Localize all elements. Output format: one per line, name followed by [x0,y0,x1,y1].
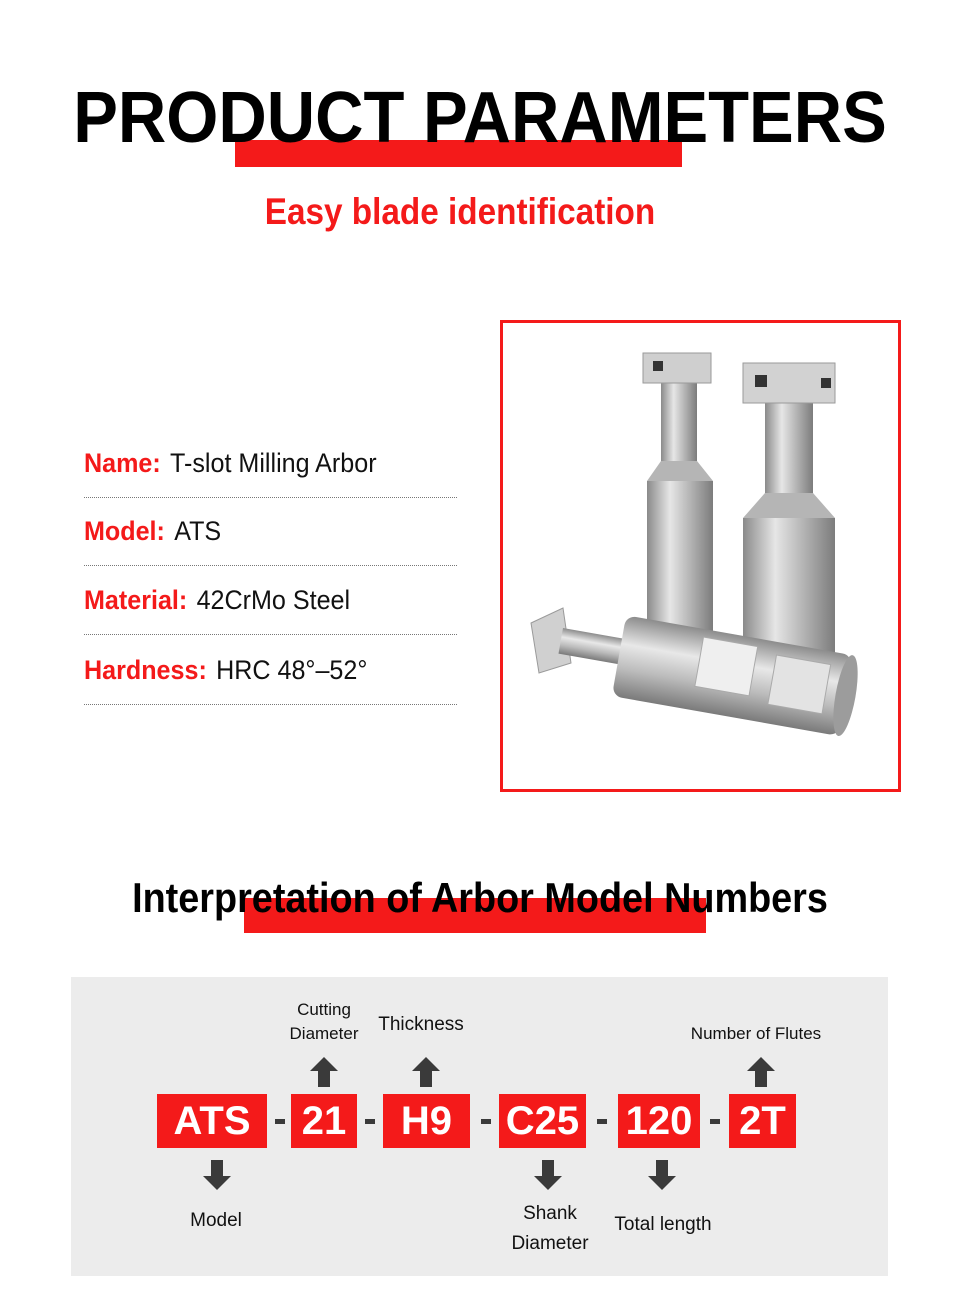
spec-row-model [84,496,457,566]
label-shank-diameter [500,1199,600,1259]
label-line: Cutting [297,1000,351,1019]
code-segment-thickness: H9 [383,1094,470,1148]
separator-dash [597,1119,607,1124]
section-title: Interpretation of Arbor Model Numbers [132,874,828,921]
label-model: Model [190,1210,242,1231]
separator-dash [710,1119,720,1124]
spec-value: ATS [174,516,222,546]
arrow-up-icon [747,1057,775,1087]
separator-dash [275,1119,285,1124]
code-segment-cutting-diameter: 21 [291,1094,357,1148]
arrow-down-icon [203,1160,231,1190]
spec-row-name [84,428,457,498]
spec-value: T-slot Milling Arbor [170,448,377,478]
arrow-up-icon [310,1057,338,1087]
spec-label: Material: [84,585,188,615]
spec-label: Name: [84,448,161,478]
spec-row-material [84,565,457,635]
label-total-length: Total length [614,1214,712,1235]
spec-value: 42CrMo Steel [196,585,351,615]
page-subtitle: Easy blade identification [264,191,656,232]
spec-value: HRC 48°–52° [216,655,368,685]
arrow-down-icon [534,1160,562,1190]
label-thickness: Thickness [378,1014,464,1035]
product-image [503,323,898,789]
label-line: Diameter [289,1024,359,1043]
separator-dash [481,1119,491,1124]
code-segment-flutes: 2T [729,1094,796,1148]
arrow-down-icon [648,1160,676,1190]
code-segment-shank-diameter: C25 [499,1094,586,1148]
spec-label: Model: [84,516,165,546]
label-line: Diameter [511,1233,589,1254]
label-line: Shank [523,1203,577,1224]
code-segment-total-length: 120 [618,1094,700,1148]
spec-row-hardness [84,635,457,705]
spec-label: Hardness: [84,655,207,685]
arrow-up-icon [412,1057,440,1087]
page-title: PRODUCT PARAMETERS [73,78,887,158]
separator-dash [365,1119,375,1124]
code-segment-model: ATS [157,1094,267,1148]
product-image-frame [500,320,901,792]
label-cutting-diameter [284,998,364,1046]
label-number-of-flutes: Number of Flutes [690,1024,822,1043]
